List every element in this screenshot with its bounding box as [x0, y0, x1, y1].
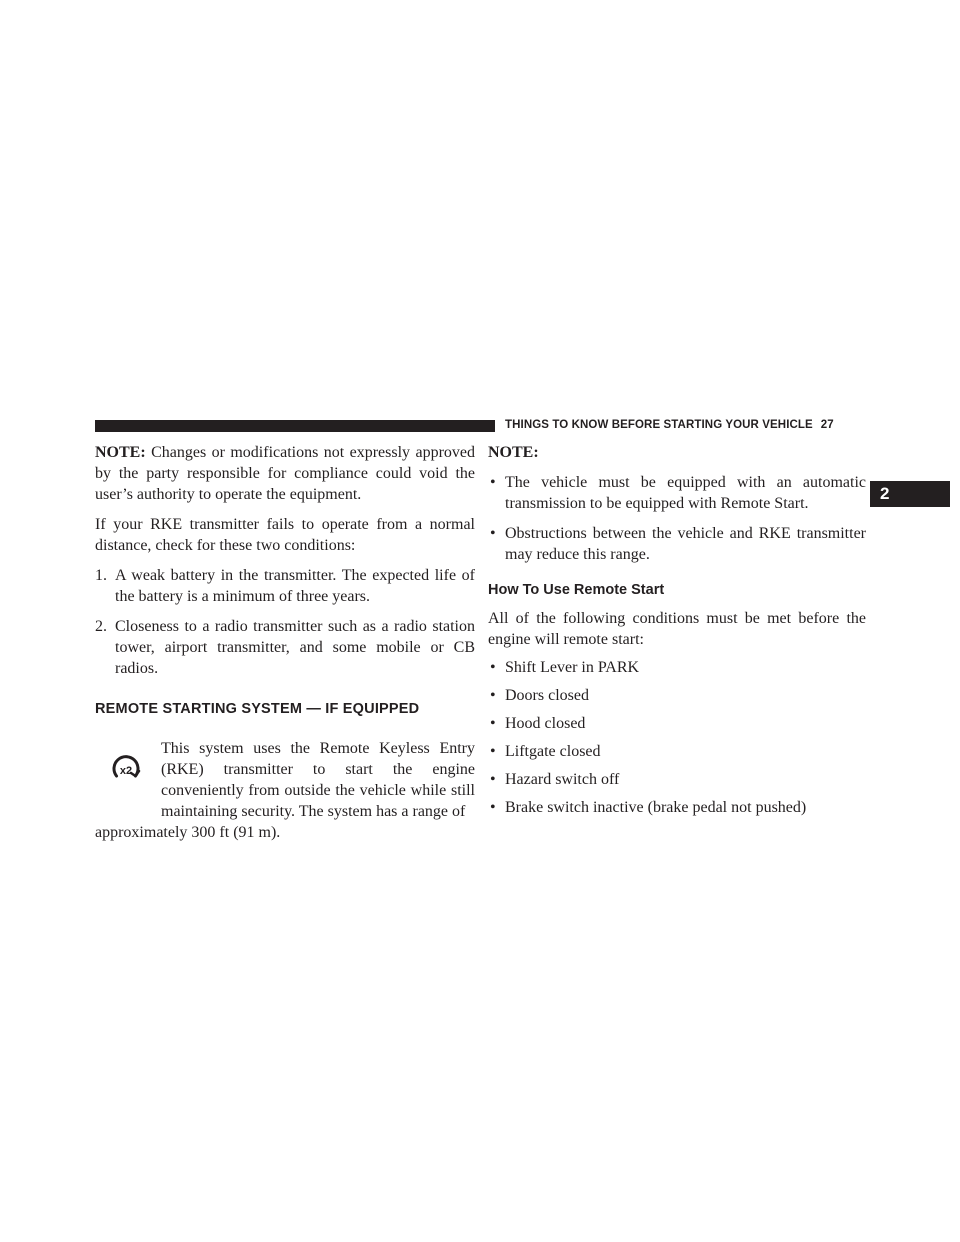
left-column: [95, 442, 475, 843]
conditions-intro: All of the following conditions must be met before the engine will remote start:: [488, 610, 866, 648]
right-column: [488, 442, 866, 818]
note-label: NOTE:: [488, 444, 539, 461]
condition-item: [488, 657, 866, 678]
bullet: •: [490, 525, 496, 542]
condition-item: [95, 616, 475, 679]
remote-start-x2-icon: [109, 752, 143, 786]
condition-item: [488, 713, 866, 734]
remote-paragraph-indented: This system uses the Remote Keyless Entry (RKE) transmitter to start the engine conveniently from outside the vehicle while still maintaining security. The system has a range of: [161, 740, 475, 820]
running-header: [505, 419, 834, 431]
header-section-title: THINGS TO KNOW BEFORE STARTING YOUR VEHICLE: [505, 419, 813, 431]
condition-text: Doors closed: [505, 687, 589, 704]
note-item: [488, 523, 866, 565]
bullet: •: [490, 687, 496, 704]
bullet: •: [490, 474, 496, 491]
condition-item: [488, 741, 866, 762]
condition-item: [488, 685, 866, 706]
condition-item: [488, 797, 866, 818]
condition-text: Brake switch inactive (brake pedal not pushed): [505, 799, 807, 816]
condition-item: [95, 565, 475, 607]
note-text: Changes or modifications not expressly approved by the party responsible for compliance could void the user’s authority to operate the equipment.: [95, 444, 475, 503]
condition-number: 1.: [95, 567, 107, 584]
note-paragraph: [95, 442, 475, 505]
section-title: REMOTE STARTING SYSTEM — IF EQUIPPED: [95, 701, 420, 717]
remote-paragraph-rest: approximately 300 ft (91 m).: [95, 824, 281, 841]
bullet: •: [490, 715, 496, 732]
bullet: •: [490, 743, 496, 760]
icon-label: x2: [119, 765, 133, 777]
note-item-text: The vehicle must be equipped with an automatic transmission to be equipped with Remote Start.: [505, 474, 866, 512]
chapter-tab: 2: [870, 481, 950, 507]
bullet: •: [490, 799, 496, 816]
condition-text: Hazard switch off: [505, 771, 620, 788]
note-label: NOTE:: [95, 444, 146, 461]
condition-number: 2.: [95, 618, 107, 635]
condition-text: Liftgate closed: [505, 743, 601, 760]
page-number: 27: [820, 419, 834, 431]
condition-text: Hood closed: [505, 715, 586, 732]
bullet: •: [490, 659, 496, 676]
condition-text: A weak battery in the transmitter. The expected life of the battery is a minimum of three years.: [115, 567, 475, 605]
condition-text: Closeness to a radio transmitter such as a radio station tower, airport transmitter, and some mobile or CB radios.: [115, 618, 475, 677]
note-item: [488, 472, 866, 514]
condition-text: Shift Lever in PARK: [505, 659, 640, 676]
subsection-title: How To Use Remote Start: [488, 582, 665, 598]
note-item-text: Obstructions between the vehicle and RKE transmitter may reduce this range.: [505, 525, 866, 563]
intro-paragraph: If your RKE transmitter fails to operate from a normal distance, check for these two conditions:: [95, 516, 475, 554]
bullet: •: [490, 771, 496, 788]
remote-start-block: [95, 738, 475, 843]
condition-item: [488, 769, 866, 790]
header-bar: [95, 420, 495, 432]
